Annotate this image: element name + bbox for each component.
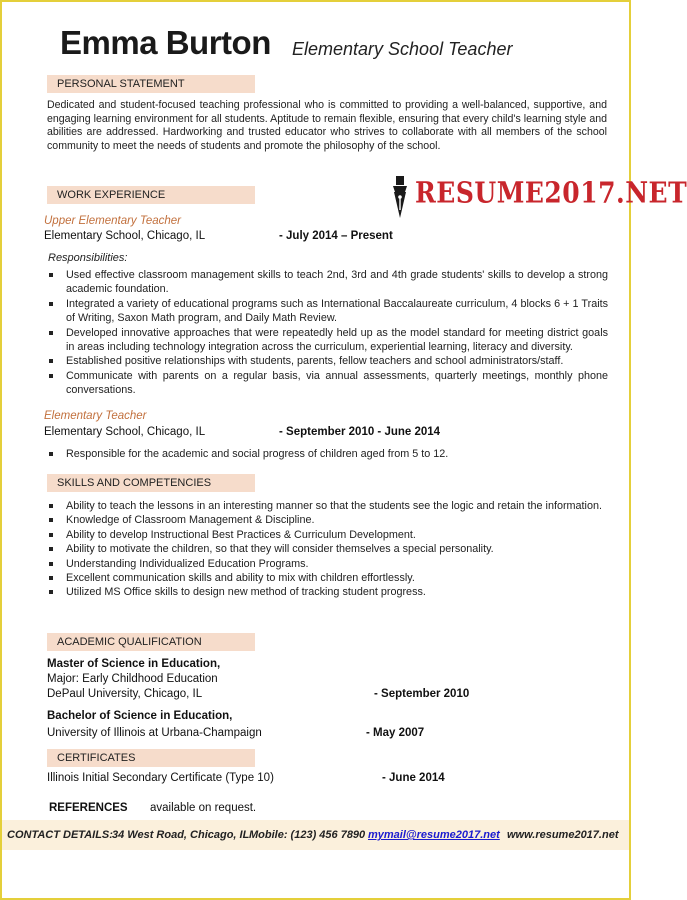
contact-mobile: Mobile: (123) 456 7890 [249, 829, 366, 841]
job1-employer: Elementary School, Chicago, IL [44, 230, 206, 242]
section-header-personal: PERSONAL STATEMENT [47, 75, 255, 93]
list-item: Ability to teach the lessons in an interesting manner so that the students see the logic and retain the information. [44, 499, 608, 513]
certificate-date: - June 2014 [382, 772, 445, 784]
job2-dates: - September 2010 - June 2014 [279, 426, 441, 438]
job2-employer: Elementary School, Chicago, IL [44, 426, 206, 438]
job1-title: Upper Elementary Teacher [44, 215, 182, 227]
responsibilities-label: Responsibilities: [48, 252, 128, 264]
resume2017-logo [387, 172, 687, 224]
list-item: Ability to motivate the children, so that they will consider themselves a special personality. [44, 542, 608, 556]
contact-email-link[interactable]: mymail@resume2017.net [368, 829, 500, 841]
certificate-name: Illinois Initial Secondary Certificate (Type 10) [47, 772, 274, 784]
section-header-skills: SKILLS AND COMPETENCIES [47, 474, 255, 492]
candidate-name: Emma Burton [60, 24, 271, 61]
contact-label: CONTACT DETAILS: [7, 829, 113, 841]
list-item: Established positive relationships with students, parents, fellow teachers and school administrators/staff. [44, 354, 608, 368]
section-header-academic: ACADEMIC QUALIFICATION [47, 633, 255, 651]
job2-title: Elementary Teacher [44, 410, 147, 422]
list-item: Responsible for the academic and social progress of children aged from 5 to 12. [44, 447, 608, 461]
degree-masters-major: Major: Early Childhood Education [47, 673, 218, 685]
list-item: Utilized MS Office skills to design new method of tracking student progress. [44, 585, 608, 599]
degree-masters: Master of Science in Education, [47, 658, 221, 670]
job2-bullet-list [44, 447, 608, 461]
logo-text: RESUME2017.NET [415, 176, 687, 210]
list-item: Excellent communication skills and ability to mix with children effortlessly. [44, 571, 608, 585]
list-item: Developed innovative approaches that were repeatedly held up as the model standard for meeting district goals in areas including technology integration across the curriculum, experiential learning, literacy and diversity. [44, 326, 608, 355]
contact-website[interactable]: www.resume2017.net [507, 829, 619, 841]
list-item: Used effective classroom management skills to teach 2nd, 3rd and 4th grade students' skills to develop a strong academic foundation. [44, 268, 608, 297]
fountain-pen-nib-icon [387, 172, 413, 222]
list-item: Knowledge of Classroom Management & Discipline. [44, 513, 608, 527]
degree-bachelors-school: University of Illinois at Urbana-Champaign [47, 727, 262, 739]
skills-bullet-list [44, 499, 608, 600]
section-header-certificates: CERTIFICATES [47, 749, 255, 767]
personal-statement: Dedicated and student-focused teaching professional who is committed to providing a well-balanced, supportive, and engaging learning environment for all students. Aptitude to remain flexible, ensuring that every child's learning style and abilities are addressed. Hardworking and trusted educator who strives to collaborate with all members of the school community to meet the needs of students and promote the philosophy of the school. [47, 99, 607, 152]
degree-bachelors: Bachelor of Science in Education, [47, 710, 233, 722]
references-label: REFERENCES [49, 802, 128, 814]
references-value: available on request. [150, 802, 257, 814]
job-title: Elementary School Teacher [292, 39, 513, 59]
job1-dates: - July 2014 – Present [279, 230, 393, 242]
degree-bachelors-date: - May 2007 [366, 727, 425, 739]
list-item: Understanding Individualized Education Programs. [44, 557, 608, 571]
list-item: Integrated a variety of educational programs such as International Baccalaureate curriculum, 4 blocks 6 + 1 Traits of Writing, Saxon Math program, and Daily Math Review. [44, 297, 608, 326]
degree-masters-school: DePaul University, Chicago, IL [47, 688, 203, 700]
list-item: Communicate with parents on a regular basis, via annual assessments, quarterly meetings, monthly phone conversations. [44, 369, 608, 398]
contact-bar [2, 820, 629, 850]
list-item: Ability to develop Instructional Best Practices & Curriculum Development. [44, 528, 608, 542]
job1-bullet-list [44, 268, 608, 398]
contact-address: 34 West Road, Chicago, IL [112, 829, 250, 841]
section-header-work: WORK EXPERIENCE [47, 186, 255, 204]
degree-masters-date: - September 2010 [374, 688, 470, 700]
